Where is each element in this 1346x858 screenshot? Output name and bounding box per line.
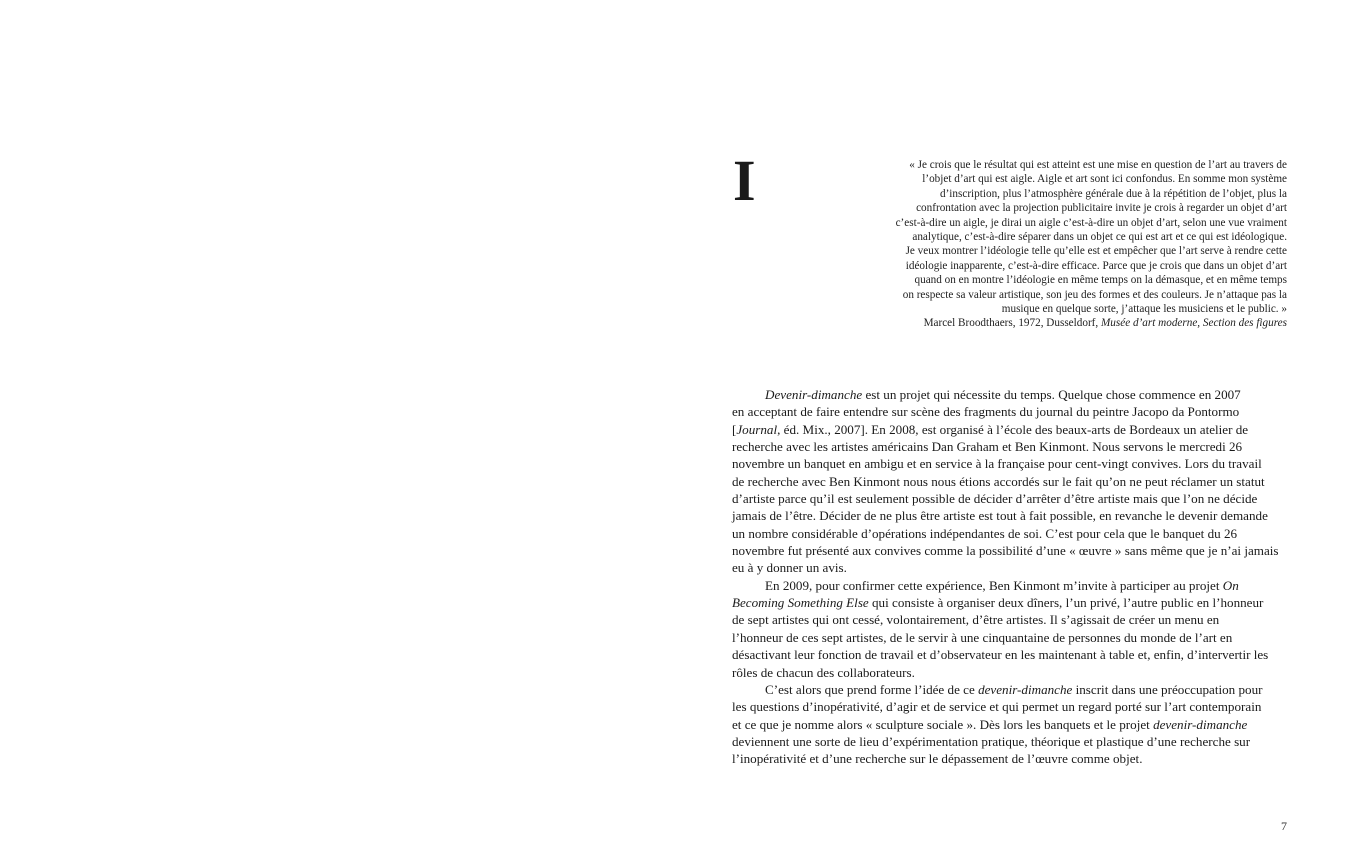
epigraph-line: c’est-à-dire un aigle, je dirai un aigle c’est-à-dire un objet d’art, selon une vue vraiment (895, 216, 1287, 229)
body-text (732, 386, 1284, 768)
epigraph-line: quand on en montre l’idéologie en même temps on la démasque, et en même temps (914, 274, 1287, 287)
paragraph-1-line: novembre un banquet en ambigu et en service à la française pour cent-vingt convives. Lors du travail (732, 456, 1262, 472)
paragraph-1-line: jamais de l’être. Décider de ne plus être artiste est tout à fait possible, en revanche le devenir demande (732, 508, 1268, 524)
project-title: Becoming Something Else (732, 595, 869, 611)
epigraph-line: Je veux montrer l’idéologie telle qu’elle est et empêcher que l’art serve à rendre cette (905, 245, 1287, 258)
paragraph-1-line: un nombre considérable d’opérations indépendantes de soi. C’est pour cela que le banquet du 26 (732, 525, 1238, 541)
attribution-author: Marcel Broodthaers, 1972, Dusseldorf, (923, 317, 1101, 330)
epigraph-line: confrontation avec la projection publicitaire invite je crois à regarder un objet d’art (916, 202, 1287, 215)
epigraph-line: musique en quelque sorte, j’attaque les musiciens et le public. » (1001, 303, 1287, 316)
paragraph-2-line (732, 594, 1284, 611)
paragraph-3-line (732, 681, 1284, 698)
paragraph-1-line: en acceptant de faire entendre sur scène des fragments du journal du peintre Jacopo da Pontormo (732, 404, 1240, 420)
epigraph-line: idéologie inapparente, c’est-à-dire efficace. Parce que je crois que dans un objet d’art (905, 259, 1287, 272)
paragraph-2-line: l’honneur de ces sept artistes, de le servir à une cinquantaine de personnes du monde de l’art en (732, 629, 1233, 645)
epigraph-line: d’inscription, plus l’atmosphère générale due à la répétition de l’objet, plus la (939, 187, 1287, 200)
text-run: est un projet qui nécessite du temps. Quelque chose commence en 2007 (862, 387, 1241, 402)
paragraph-1-line (732, 386, 1284, 403)
text-run: , éd. Mix., 2007]. En 2008, est organisé à l’école des beaux-arts de Bordeaux un atelier de (777, 421, 1249, 437)
epigraph-line: on respecte sa valeur artistique, son jeu des formes et des couleurs. Je n’attaque pas la (902, 288, 1287, 301)
project-title: devenir-dimanche (1153, 716, 1248, 732)
text-run: qui consiste à organiser deux dîners, l’un privé, l’autre public en l’honneur (868, 595, 1264, 611)
text-run: et ce que je nomme alors « sculpture sociale ». Dès lors les banquets et le projet (732, 716, 1154, 732)
paragraph-1-line: eu à y donner un avis. (732, 560, 847, 576)
paragraph-3-line: les questions d’inopérativité, d’agir et de service et qui permet un regard porté sur l’art contemporain (732, 699, 1262, 715)
text-run: C’est alors que prend forme l’idée de ce (765, 681, 979, 697)
project-title: devenir-dimanche (978, 681, 1073, 697)
chapter-numeral: I (733, 148, 756, 213)
text-run: En 2009, pour confirmer cette expérience, Ben Kinmont m’invite à participer au projet (765, 577, 1223, 593)
epigraph-quote (850, 158, 1287, 331)
paragraph-1-line: novembre fut présenté aux convives comme la possibilité d’une « œuvre » sans même que je n’ai jamais (732, 543, 1279, 559)
paragraph-2-line (732, 577, 1284, 594)
paragraph-3-line (732, 716, 1284, 733)
book-title: Journal (736, 421, 778, 437)
paragraph-1-line (732, 421, 1284, 438)
epigraph-line: « Je crois que le résultat qui est atteint est une mise en question de l’art au travers de (909, 159, 1287, 171)
project-title: On (1222, 577, 1239, 593)
paragraph-3-line: l’inopérativité et d’une recherche sur le dépassement de l’œuvre comme objet. (732, 751, 1143, 767)
epigraph-attribution (850, 316, 1287, 330)
page-number: 7 (1281, 819, 1287, 833)
paragraph-3-line: deviennent une sorte de lieu d’expérimentation pratique, théorique et plastique d’une recherche sur (732, 733, 1251, 749)
paragraph-1-line: recherche avec les artistes américains Dan Graham et Ben Kinmont. Nous servons le mercredi 26 (732, 439, 1243, 455)
attribution-work-title: Musée d’art moderne, Section des figures (1100, 317, 1287, 330)
paragraph-1-line: de recherche avec Ben Kinmont nous nous étions accordés sur le fait qu’on ne peut réclamer un statut (732, 473, 1265, 489)
project-title: Devenir-dimanche (765, 387, 863, 402)
epigraph-line: analytique, c’est-à-dire séparer dans un objet ce qui est art et ce qui est idéologique. (912, 231, 1287, 244)
paragraph-2-line: de sept artistes qui ont cessé, volontairement, d’être artistes. Il s’agissait de créer un menu en (732, 612, 1220, 628)
epigraph-line: l’objet d’art qui est aigle. Aigle et art sont ici confondus. En somme mon système (922, 173, 1287, 186)
text-run: [ (732, 421, 737, 437)
paragraph-1-line: d’artiste parce qu’il est seulement possible de décider d’arrêter d’être artiste mais que l’on ne décide (732, 491, 1258, 507)
text-run: inscrit dans une préoccupation pour (1072, 681, 1263, 697)
paragraph-2-line: désactivant leur fonction de travail et d’observateur en les maintenant à table et, enfin, d’intervertir les (732, 647, 1269, 663)
paragraph-2-line: rôles de chacun des collaborateurs. (732, 664, 915, 680)
